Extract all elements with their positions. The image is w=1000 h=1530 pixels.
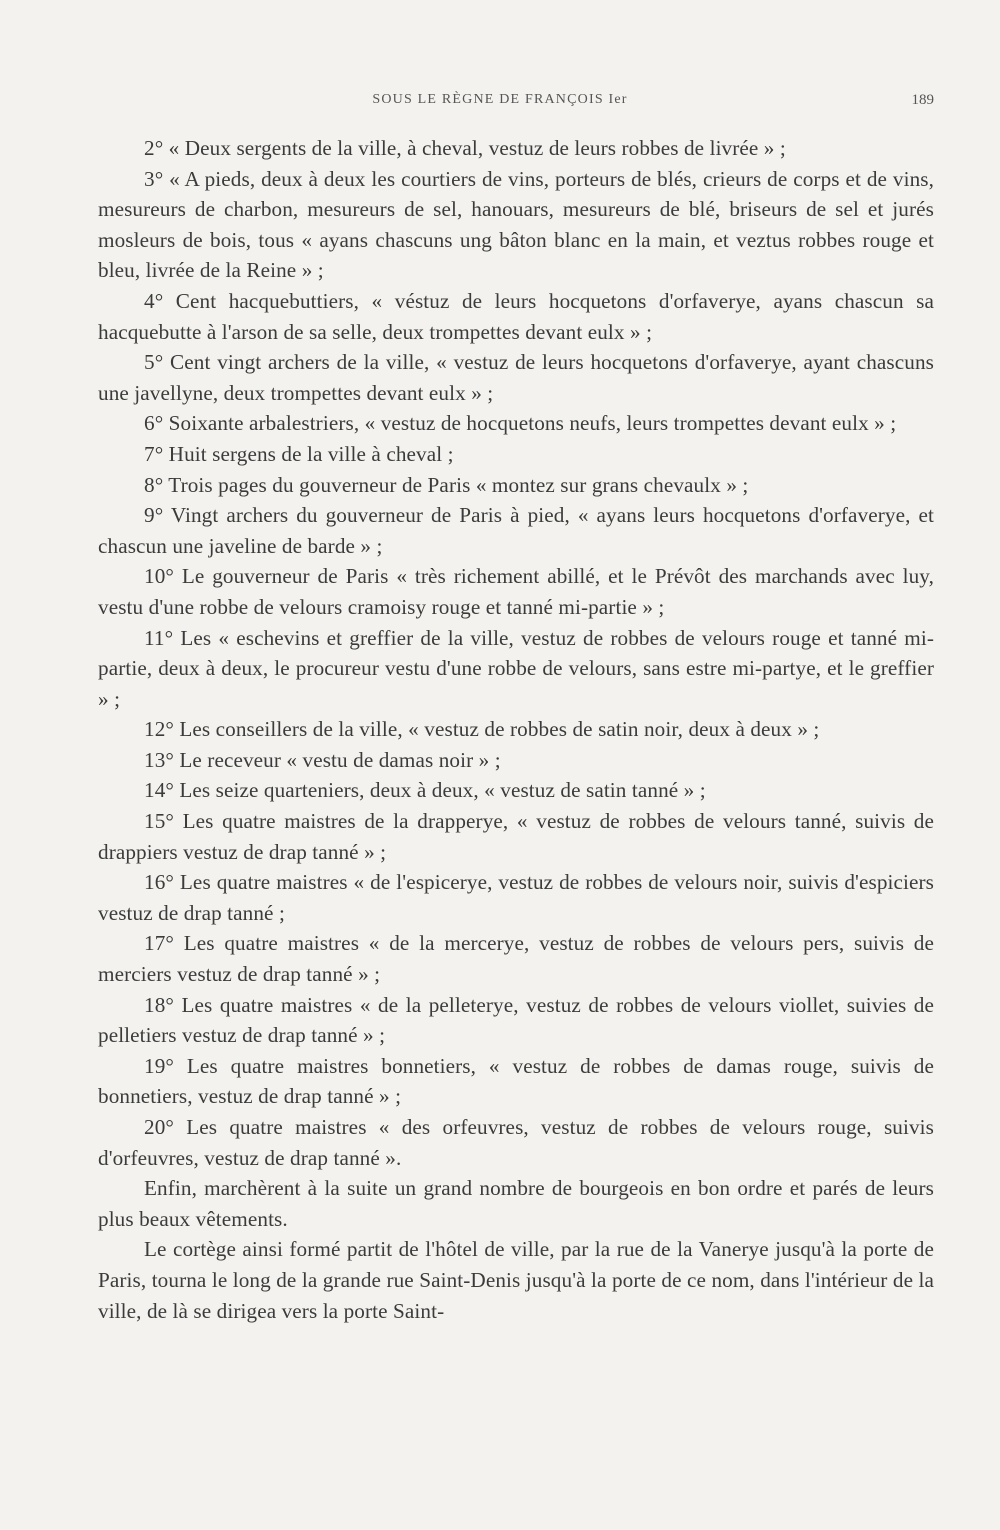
- paragraph-item-18: 18° Les quatre maistres « de la pelleterye, vestuz de robbes de velours viollet, suivies de pelletiers vestuz de drap tanné » ;: [98, 992, 934, 1048]
- paragraph-item-3: 3° « A pieds, deux à deux les courtiers de vins, porteurs de blés, crieurs de corps et de vins, mesureurs de charbon, mesureurs de sel, hanouars, mesureurs de blé, briseurs de sel et jurés mosleurs de bois, tous « ayans chascuns ung bâton blanc en la main, et veztus robbes rouge et bleu, livrée de la Reine » ;: [98, 166, 934, 283]
- paragraph-enfin: Enfin, marchèrent à la suite un grand nombre de bourgeois en bon ordre et parés de leurs plus beaux vêtements.: [98, 1176, 934, 1231]
- paragraph-item-19: 19° Les quatre maistres bonnetiers, « vestuz de robbes de damas rouge, suivis de bonnetiers, vestuz de drap tanné » ;: [98, 1053, 934, 1109]
- page-number: 189: [911, 92, 934, 108]
- paragraph-item-16: 16° Les quatre maistres « de l'espicerye, vestuz de robbes de velours noir, suivis d'espiciers vestuz de drap tanné ;: [98, 870, 934, 925]
- paragraph-item-20: 20° Les quatre maistres « des orfeuvres, vestuz de robbes de velours rouge, suivis d'orfeuvres, vestuz de drap tanné ».: [98, 1115, 934, 1170]
- body-text: [98, 133, 934, 1326]
- running-head: [0, 92, 1000, 116]
- paragraph-item-11: 11° Les « eschevins et greffier de la ville, vestuz de robbes de velours rouge et tanné mi-partie, deux à deux, le procureur vestu d'une robbe de velours, sans estre mi-partye, et le greffier » ;: [98, 625, 934, 711]
- paragraph-item-14: 14° Les seize quarteniers, deux à deux, « vestuz de satin tanné » ;: [144, 778, 706, 803]
- paragraph-item-8: 8° Trois pages du gouverneur de Paris « montez sur grans chevaulx » ;: [144, 472, 749, 497]
- paragraph-item-6: 6° Soixante arbalestriers, « vestuz de hocquetons neufs, leurs trompettes devant eulx » ;: [144, 411, 897, 436]
- paragraph-item-7: 7° Huit sergens de la ville à cheval ;: [144, 441, 454, 466]
- paragraph-item-9: 9° Vingt archers du gouverneur de Paris à pied, « ayans leurs hocquetons d'orfaverye, et chascun une javeline de barde » ;: [98, 503, 934, 558]
- paragraph-item-12: 12° Les conseillers de la ville, « vestuz de robbes de satin noir, deux à deux » ;: [144, 717, 820, 742]
- running-title: SOUS LE RÈGNE DE FRANÇOIS Ier: [372, 92, 628, 107]
- paragraph-item-15: 15° Les quatre maistres de la drapperye, « vestuz de robbes de velours tanné, suivis de drappiers vestuz de drap tanné » ;: [98, 809, 934, 864]
- paragraph-item-2: 2° « Deux sergents de la ville, à cheval, vestuz de leurs robbes de livrée » ;: [144, 136, 786, 160]
- paragraph-item-17: 17° Les quatre maistres « de la mercerye, vestuz de robbes de velours pers, suivis de merciers vestuz de drap tanné » ;: [98, 931, 934, 987]
- paragraph-item-10: 10° Le gouverneur de Paris « très richement abillé, et le Prévôt des marchands avec luy, vestu d'une robbe de velours cramoisy rouge et tanné mi-partie » ;: [98, 564, 934, 619]
- paragraph-cortege: Le cortège ainsi formé partit de l'hôtel de ville, par la rue de la Vanerye jusqu'à la porte de Paris, tourna le long de la grande rue Saint-Denis jusqu'à la porte de ce nom, dans l'intérieur de la ville, de là se dirigea vers la porte Saint-: [98, 1237, 934, 1323]
- paragraph-item-5: 5° Cent vingt archers de la ville, « vestuz de leurs hocquetons d'orfaverye, ayant chascuns une javellyne, deux trompettes devant eulx » ;: [98, 350, 934, 405]
- paragraph-item-4: 4° Cent hacquebuttiers, « véstuz de leurs hocquetons d'orfaverye, ayans chascun sa hacquebutte à l'arson de sa selle, deux trompettes devant eulx » ;: [98, 288, 934, 344]
- paragraph-item-13: 13° Le receveur « vestu de damas noir » ;: [144, 747, 501, 772]
